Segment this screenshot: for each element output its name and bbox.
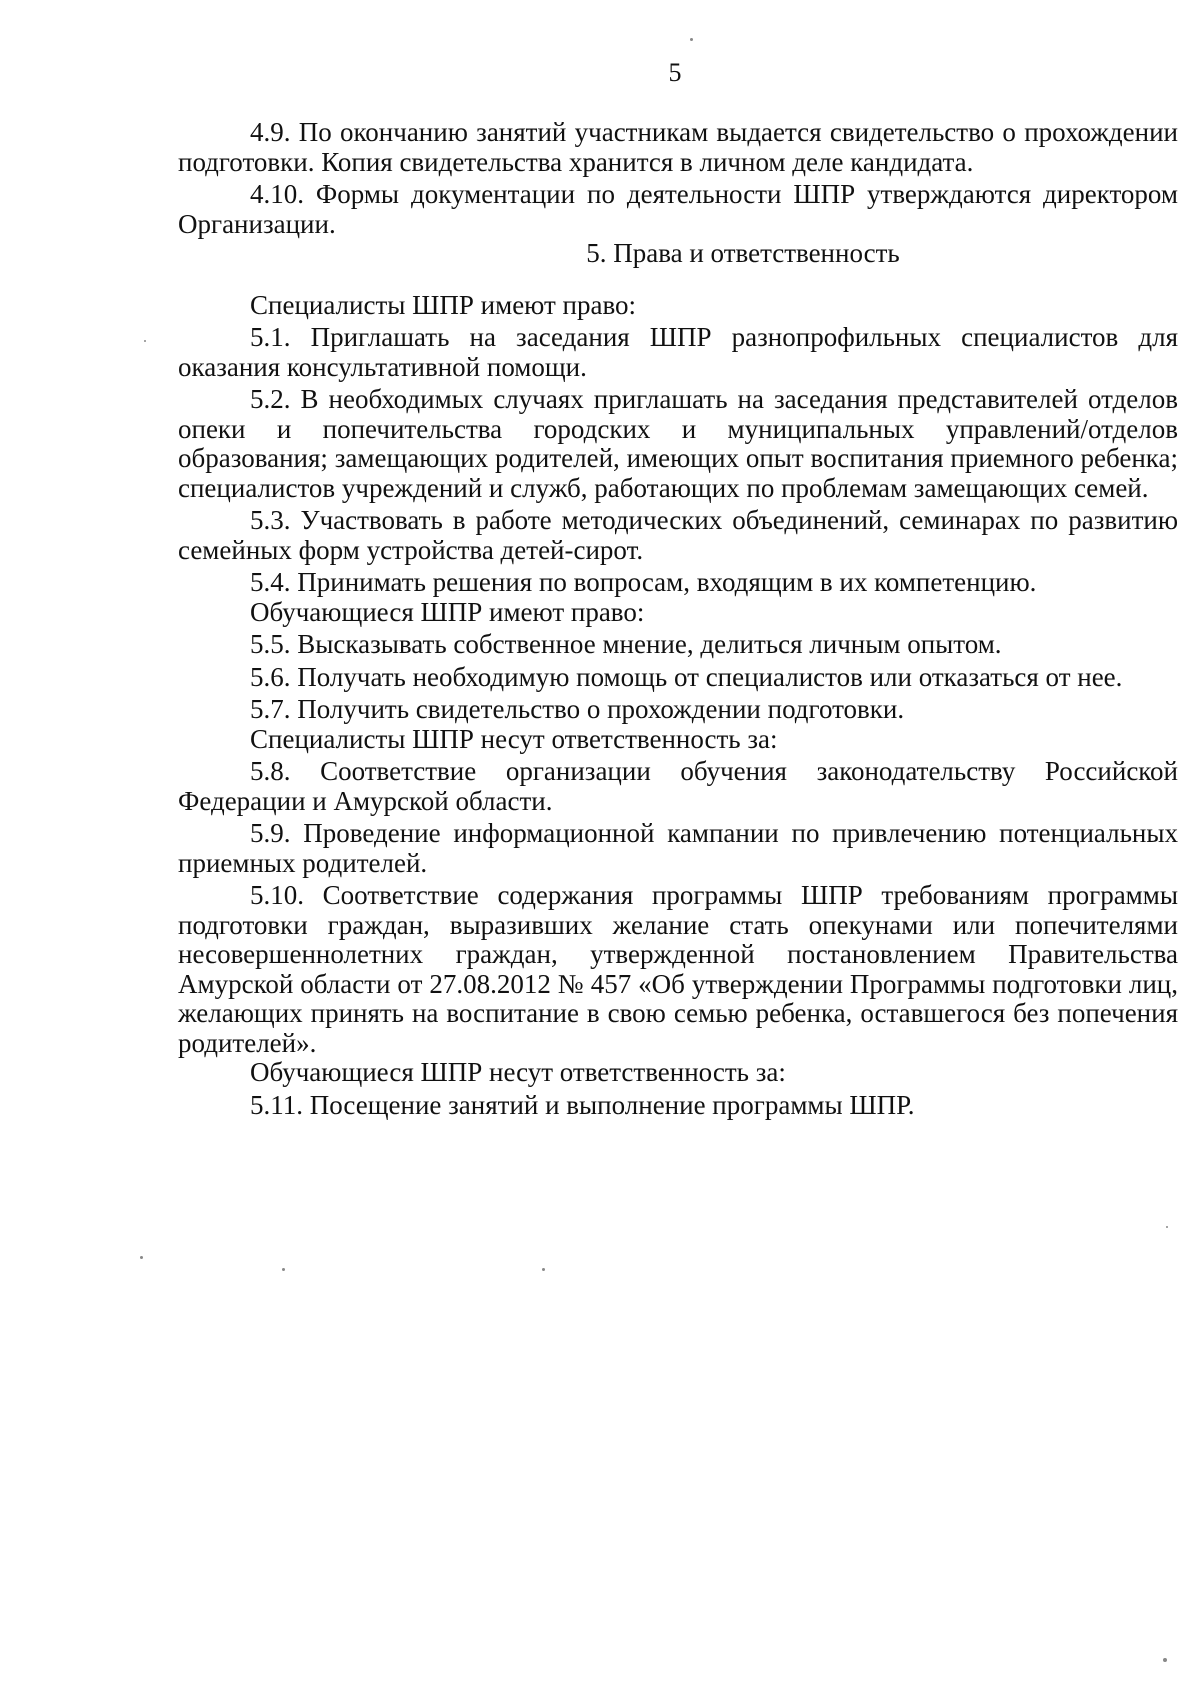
paragraph-4-9: 4.9. По окончанию занятий участникам выдается свидетельство о прохождении подготовки. Копия свидетельства хранится в личном деле кандидата. (178, 117, 1178, 177)
paragraph-5-1: 5.1. Приглашать на заседания ШПР разнопрофильных специалистов для оказания консультативной помощи. (178, 322, 1178, 382)
paragraph-5-8: 5.8. Соответствие организации обучения законодательству Российской Федерации и Амурской области. (178, 756, 1178, 816)
scan-speck (690, 38, 693, 41)
scan-speck (542, 1268, 545, 1271)
learners-rights-intro: Обучающиеся ШПР имеют право: (250, 596, 645, 627)
scan-speck (282, 1268, 285, 1271)
paragraph-5-11: 5.11. Посещение занятий и выполнение программы ШПР. (250, 1089, 915, 1120)
paragraph-5-5: 5.5. Высказывать собственное мнение, делиться личным опытом. (250, 629, 1002, 659)
learners-responsibility-intro: Обучающиеся ШПР несут ответственность за: (250, 1057, 786, 1087)
section-heading: 5. Права и ответственность (586, 238, 900, 268)
scan-speck (1163, 1658, 1167, 1662)
paragraph-5-10: 5.10. Соответствие содержания программы ШПР требованиям программы подготовки граждан, выразивших желание стать опекунами или попечителями несовершеннолетних граждан, утвержденной постановлением Правительства Амурской области от 27.08.2012 № 457 «Об утверждении Программы подготовки лиц, желающих принять на воспитание в свою семью ребенка, оставшегося без попечения родителей». (178, 880, 1178, 1058)
paragraph-5-6: 5.6. Получать необходимую помощь от специалистов или отказаться от нее. (250, 661, 1123, 692)
paragraph-5-2: 5.2. В необходимых случаях приглашать на заседания представителей отделов опеки и попечительства городских и муниципальных управлений/отделов образования; замещающих родителей, имеющих опыт воспитания приемного ребенка; специалистов учреждений и служб, работающих по проблемам замещающих семей. (178, 384, 1178, 503)
paragraph-4-10: 4.10. Формы документации по деятельности ШПР утверждаются директором Организации. (178, 179, 1178, 239)
paragraph-5-9: 5.9. Проведение информационной кампании по привлечению потенциальных приемных родителей. (178, 818, 1178, 878)
scan-speck (140, 1256, 143, 1259)
scan-speck (1166, 1226, 1168, 1228)
specialists-rights-intro: Специалисты ШПР имеют право: (250, 289, 637, 320)
document-body (178, 118, 1178, 1120)
specialists-responsibility-intro: Специалисты ШПР несут ответственность за: (250, 723, 778, 754)
page-number: 5 (668, 58, 682, 87)
scan-speck (144, 340, 146, 342)
paragraph-5-4: 5.4. Принимать решения по вопросам, входящим в их компетенцию. (250, 567, 1037, 597)
paragraph-5-7: 5.7. Получить свидетельство о прохождении подготовки. (250, 694, 905, 724)
paragraph-5-3: 5.3. Участвовать в работе методических объединений, семинарах по развитию семейных форм устройства детей-сирот. (178, 505, 1178, 565)
